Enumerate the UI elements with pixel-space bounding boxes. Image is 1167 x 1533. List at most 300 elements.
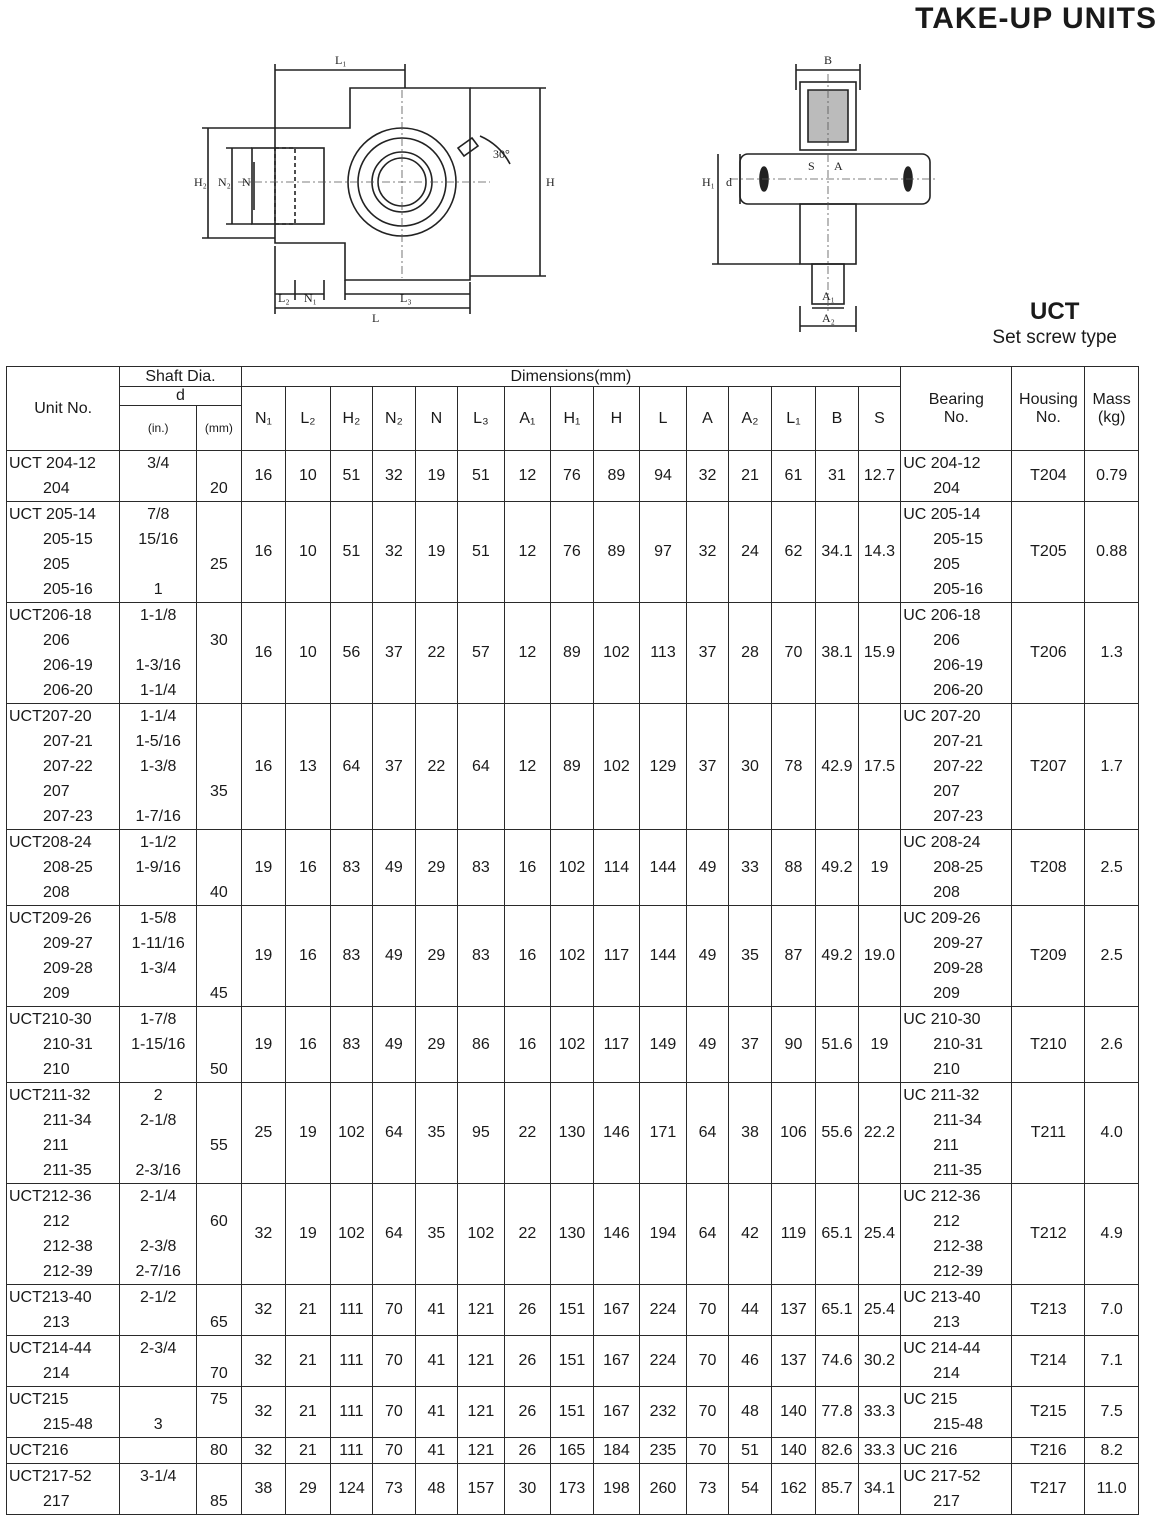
dimension-cell: 30 (504, 1464, 551, 1515)
shaft-in-cell (120, 1438, 197, 1464)
table-row (7, 451, 1139, 502)
shaft-in-cell-line: 2 (153, 1087, 163, 1104)
dimension-cell: 12 (504, 502, 551, 603)
dim-col-L: L (640, 387, 687, 451)
dimension-cell: 64 (330, 704, 372, 830)
unit-no-cell-line: UCT207-20 (9, 708, 92, 725)
mass-cell: 1.3 (1085, 603, 1139, 704)
label-N2: N₂ (218, 175, 231, 189)
shaft-in-cell-line: 2-1/4 (139, 1188, 177, 1205)
dimension-cell: 121 (458, 1438, 505, 1464)
shaft-in-cell-line (120, 476, 196, 501)
dimension-cell: 73 (373, 1464, 415, 1515)
dimension-cell: 144 (640, 830, 687, 906)
dimension-cell: 35 (729, 906, 771, 1007)
bearing-no-cell (901, 451, 1012, 502)
label-N: N (242, 175, 251, 189)
bearing-no-cell-line: 205-16 (933, 581, 984, 598)
dimension-cell: 97 (640, 502, 687, 603)
shaft-in-cell-line: 1-15/16 (131, 1036, 186, 1053)
bearing-no-cell (901, 830, 1012, 906)
shaft-mm-cell-line (197, 1184, 241, 1209)
housing-no-cell: T211 (1012, 1083, 1085, 1184)
shaft-in-cell (120, 906, 197, 1007)
shaft-mm-cell (197, 1285, 242, 1336)
bearing-no-cell-line: 212 (933, 1213, 960, 1230)
dimension-cell: 37 (729, 1007, 771, 1083)
dimension-cell: 38 (729, 1083, 771, 1184)
dimension-cell: 21 (286, 1387, 331, 1438)
label-S: S (808, 159, 815, 173)
bearing-no-cell-line: 214 (933, 1365, 960, 1382)
label-L: L (372, 311, 380, 325)
unit-no-cell-line: 205 (43, 556, 70, 573)
dimension-cell: 30 (729, 704, 771, 830)
bearing-no-cell-line: UC 216 (903, 1442, 958, 1459)
mass-cell: 7.1 (1085, 1336, 1139, 1387)
unit-no-cell-line: 211-35 (43, 1162, 92, 1179)
unit-no-cell-line: UCT208-24 (9, 834, 92, 851)
dimension-cell: 32 (686, 502, 728, 603)
dimension-cell: 151 (551, 1336, 593, 1387)
dimension-cell: 70 (686, 1438, 728, 1464)
unit-no-cell-line: UCT 205-14 (9, 506, 96, 523)
shaft-mm-cell-line (197, 804, 241, 829)
unit-no-cell (7, 830, 120, 906)
unit-no-cell (7, 1464, 120, 1515)
dimension-cell: 16 (286, 906, 331, 1007)
dimension-cell: 19 (415, 502, 457, 603)
housing-no-cell: T204 (1012, 451, 1085, 502)
shaft-in-cell-line: 15/16 (138, 531, 179, 548)
dimension-cell: 86 (458, 1007, 505, 1083)
dim-col-A: A (686, 387, 728, 451)
shaft-mm-cell (197, 1007, 242, 1083)
shaft-mm-cell-line (197, 1007, 241, 1032)
shaft-in-cell-line: 7/8 (147, 506, 170, 523)
shaft-mm-cell-line (197, 1412, 241, 1437)
bearing-no-cell (901, 1007, 1012, 1083)
dimension-cell: 32 (373, 451, 415, 502)
dimension-cell: 83 (330, 830, 372, 906)
shaft-mm-cell-line: 25 (210, 556, 228, 573)
bearing-no-cell-line: UC 206-18 (903, 607, 981, 624)
label-H: H (546, 175, 555, 189)
mass-cell: 11.0 (1085, 1464, 1139, 1515)
shaft-in-cell (120, 1387, 197, 1438)
shaft-in-cell-line: 1-11/16 (131, 935, 185, 952)
dim-col-N1: N₁ (241, 387, 286, 451)
dimension-cell: 70 (686, 1285, 728, 1336)
shaft-in-cell-line: 1-9/16 (135, 859, 181, 876)
mass-cell: 4.9 (1085, 1184, 1139, 1285)
dimension-cell: 14.3 (858, 502, 901, 603)
shaft-in-cell-line: 2-3/8 (139, 1238, 177, 1255)
dimension-cell: 10 (286, 451, 331, 502)
unit-no-cell-line: UCT211-32 (9, 1087, 91, 1104)
table-row (7, 830, 1139, 906)
dimension-cell: 102 (551, 1007, 593, 1083)
dimension-cell: 25.4 (858, 1285, 901, 1336)
bearing-no-cell-line: 204 (933, 480, 960, 497)
dimension-cell: 30.2 (858, 1336, 901, 1387)
dimension-cell: 26 (504, 1336, 551, 1387)
dimension-cell: 102 (330, 1083, 372, 1184)
mass-cell: 4.0 (1085, 1083, 1139, 1184)
dimension-cell: 89 (551, 603, 593, 704)
shaft-mm-cell-line (197, 527, 241, 552)
shaft-in-cell-line: 1-1/4 (139, 682, 177, 699)
dimension-cell: 42 (729, 1184, 771, 1285)
dimension-cell: 83 (330, 906, 372, 1007)
shaft-mm-cell-line: 35 (210, 783, 228, 800)
dimension-cell: 113 (640, 603, 687, 704)
housing-no-cell: T217 (1012, 1464, 1085, 1515)
table-row (7, 1336, 1139, 1387)
shaft-mm-cell (197, 502, 242, 603)
unit-no-cell-line: 206-19 (43, 657, 93, 674)
dimension-cell: 76 (551, 502, 593, 603)
bearing-no-cell-line: 209-27 (933, 935, 984, 952)
dimension-cell: 89 (593, 451, 640, 502)
dimension-cell: 16 (504, 830, 551, 906)
dimension-cell: 119 (771, 1184, 816, 1285)
shaft-in-cell-line (120, 1387, 196, 1412)
bearing-no-cell-line: UC 207-20 (903, 708, 981, 725)
shaft-in-cell-line: 2-7/16 (135, 1263, 181, 1280)
dimension-cell: 42.9 (816, 704, 858, 830)
dimension-cell: 64 (373, 1083, 415, 1184)
unit-no-cell (7, 451, 120, 502)
bearing-no-cell-line: 205 (933, 556, 960, 573)
shaft-in-cell (120, 1083, 197, 1184)
page-title: TAKE-UP UNITS (915, 2, 1157, 35)
dimension-cell: 49 (373, 830, 415, 906)
unit-no-cell (7, 1184, 120, 1285)
shaft-mm-cell-line (197, 704, 241, 729)
dimension-cell: 83 (330, 1007, 372, 1083)
dimension-cell: 235 (640, 1438, 687, 1464)
slot-boss (252, 148, 324, 224)
unit-no-cell-line: UCT206-18 (9, 607, 92, 624)
shaft-mm-cell-line: 85 (210, 1493, 228, 1510)
dimension-cell: 124 (330, 1464, 372, 1515)
dimension-cell: 129 (640, 704, 687, 830)
shaft-mm-cell-line: 70 (210, 1365, 228, 1382)
unit-no-cell-line: 208 (43, 884, 70, 901)
shaft-mm-cell-line (197, 1464, 241, 1489)
bearing-no-cell (901, 603, 1012, 704)
unit-no-cell-line: 206 (43, 632, 70, 649)
table-row (7, 1387, 1139, 1438)
dim-col-A1: A₁ (504, 387, 551, 451)
dimension-cell: 102 (593, 704, 640, 830)
unit-no-cell-line: 217 (43, 1493, 70, 1510)
dimension-cell: 167 (593, 1387, 640, 1438)
dimension-cell: 149 (640, 1007, 687, 1083)
unit-no-cell-line: 209 (43, 985, 70, 1002)
dimension-cell: 41 (415, 1336, 457, 1387)
dimension-cell: 12 (504, 704, 551, 830)
dimension-cell: 65.1 (816, 1285, 858, 1336)
unit-no-cell-line: 207-22 (43, 758, 93, 775)
dimension-cell: 111 (330, 1438, 372, 1464)
table-row (7, 603, 1139, 704)
bearing-no-cell-line: UC 214-44 (903, 1340, 981, 1357)
dimension-cell: 144 (640, 906, 687, 1007)
shaft-mm-cell-line: 40 (210, 884, 228, 901)
dimension-cell: 51 (729, 1438, 771, 1464)
shaft-mm-cell-line (197, 754, 241, 779)
housing-no-cell: T208 (1012, 830, 1085, 906)
header-mm: (mm) (197, 406, 242, 451)
dimension-cell: 34.1 (816, 502, 858, 603)
dimension-cell: 10 (286, 603, 331, 704)
dimension-cell: 70 (373, 1336, 415, 1387)
unit-no-cell (7, 906, 120, 1007)
dimension-cell: 32 (241, 1336, 286, 1387)
dimension-cell: 83 (458, 830, 505, 906)
dimension-cell: 198 (593, 1464, 640, 1515)
dimension-cell: 29 (415, 906, 457, 1007)
shaft-mm-cell (197, 451, 242, 502)
dimension-cell: 32 (241, 1438, 286, 1464)
mass-cell: 2.5 (1085, 830, 1139, 906)
shaft-mm-cell-line (197, 931, 241, 956)
housing-no-cell: T215 (1012, 1387, 1085, 1438)
unit-no-cell-line: 204 (43, 480, 70, 497)
shaft-mm-cell (197, 1387, 242, 1438)
dim-col-H: H (593, 387, 640, 451)
unit-no-cell (7, 502, 120, 603)
table-row (7, 906, 1139, 1007)
unit-no-cell-line: 215-48 (43, 1416, 93, 1433)
bearing-no-cell (901, 1285, 1012, 1336)
header-d: d (120, 387, 241, 406)
housing-no-cell: T216 (1012, 1438, 1085, 1464)
bearing-no-cell-line: 212-39 (933, 1263, 984, 1280)
dimension-cell: 15.9 (858, 603, 901, 704)
dimension-cell: 146 (593, 1083, 640, 1184)
dimension-cell: 55.6 (816, 1083, 858, 1184)
unit-no-cell-line: 211-34 (43, 1112, 92, 1129)
shaft-mm-cell-line (197, 1158, 241, 1183)
dimension-cell: 70 (686, 1336, 728, 1387)
dimension-cell: 49 (686, 1007, 728, 1083)
dimension-cell: 32 (241, 1184, 286, 1285)
dimension-cell: 87 (771, 906, 816, 1007)
unit-no-cell (7, 1336, 120, 1387)
bearing-no-cell (901, 704, 1012, 830)
shaft-mm-cell-line (197, 906, 241, 931)
dimension-cell: 38 (241, 1464, 286, 1515)
dimension-cell: 48 (729, 1387, 771, 1438)
bearing-no-cell-line: 217 (933, 1493, 960, 1510)
dimension-cell: 28 (729, 603, 771, 704)
shaft-in-cell-line (120, 981, 196, 1006)
dimension-cell: 19 (858, 1007, 901, 1083)
dimension-cell: 70 (771, 603, 816, 704)
shaft-mm-cell (197, 906, 242, 1007)
bearing-no-cell-line: 209-28 (933, 960, 984, 977)
shaft-in-cell-line (120, 1438, 196, 1463)
unit-no-cell (7, 1083, 120, 1184)
dimension-cell: 102 (330, 1184, 372, 1285)
shaft-mm-cell-line: 65 (210, 1314, 228, 1331)
dimension-cell: 64 (458, 704, 505, 830)
bearing-no-cell-line: 207 (933, 783, 960, 800)
shaft-mm-cell-line (197, 956, 241, 981)
shaft-mm-cell-line (197, 855, 241, 880)
shaft-in-cell-line: 1 (153, 581, 163, 598)
dimension-cell: 26 (504, 1285, 551, 1336)
table-body (7, 451, 1139, 1515)
dimension-cell: 41 (415, 1438, 457, 1464)
unit-no-cell-line: 209-27 (43, 935, 93, 952)
dimension-cell: 49 (373, 906, 415, 1007)
shaft-in-cell-line: 3/4 (147, 455, 170, 472)
housing-no-cell: T210 (1012, 1007, 1085, 1083)
dimension-cell: 32 (241, 1285, 286, 1336)
dimension-cell: 24 (729, 502, 771, 603)
housing-no-cell: T213 (1012, 1285, 1085, 1336)
dimension-cell: 151 (551, 1285, 593, 1336)
shaft-in-cell-line: 1-1/4 (139, 708, 177, 725)
dimension-cell: 41 (415, 1387, 457, 1438)
header-unit-no: Unit No. (7, 367, 120, 451)
shaft-in-cell-line: 1-5/16 (135, 733, 181, 750)
shaft-in-cell-line (120, 779, 196, 804)
shaft-mm-cell-line (197, 1336, 241, 1361)
dimension-cell: 102 (458, 1184, 505, 1285)
shaft-mm-cell (197, 1083, 242, 1184)
label-B: B (824, 53, 833, 67)
dimension-cell: 25 (241, 1083, 286, 1184)
dimension-cell: 64 (686, 1083, 728, 1184)
table-row (7, 1083, 1139, 1184)
shaft-mm-cell (197, 1438, 242, 1464)
dimension-cell: 130 (551, 1083, 593, 1184)
bearing-no-cell-line: UC 209-26 (903, 910, 981, 927)
dimension-cell: 121 (458, 1387, 505, 1438)
unit-no-cell-line: UCT210-30 (9, 1011, 92, 1028)
dimension-cell: 78 (771, 704, 816, 830)
dimension-cell: 22 (504, 1083, 551, 1184)
mass-cell: 0.88 (1085, 502, 1139, 603)
dimension-cell: 56 (330, 603, 372, 704)
dimension-cell: 10 (286, 502, 331, 603)
dimension-cell: 19 (241, 830, 286, 906)
shaft-in-cell-line: 3 (153, 1416, 163, 1433)
bearing-no-cell-line: UC 211-32 (903, 1087, 980, 1104)
dimension-cell: 38.1 (816, 603, 858, 704)
shaft-mm-cell-line: 80 (210, 1442, 228, 1459)
dimension-cell: 19.0 (858, 906, 901, 1007)
shaft-in-cell-line: 1-7/16 (135, 808, 181, 825)
bearing-no-cell-line: 206-20 (933, 682, 984, 699)
dimension-cell: 111 (330, 1387, 372, 1438)
dimension-cell: 49 (373, 1007, 415, 1083)
shaft-mm-cell-line (197, 603, 241, 628)
shaft-mm-cell-line (197, 1108, 241, 1133)
shaft-mm-cell (197, 1336, 242, 1387)
unit-no-cell-line: UCT209-26 (9, 910, 92, 927)
specification-table (6, 366, 1139, 1515)
dimension-cell: 76 (551, 451, 593, 502)
dimension-cell: 12 (504, 451, 551, 502)
dimension-cell: 32 (373, 502, 415, 603)
dimension-cell: 19 (241, 906, 286, 1007)
header-in: (in.) (120, 406, 197, 451)
shaft-in-cell-line (120, 880, 196, 905)
dimension-cell: 34.1 (858, 1464, 901, 1515)
mass-cell: 8.2 (1085, 1438, 1139, 1464)
dimension-cell: 88 (771, 830, 816, 906)
unit-no-cell (7, 1007, 120, 1083)
dimension-cell: 49 (686, 906, 728, 1007)
unit-no-cell-line: 205-15 (43, 531, 93, 548)
dimension-cell: 41 (415, 1285, 457, 1336)
mass-cell: 2.5 (1085, 906, 1139, 1007)
shaft-mm-cell-line: 20 (210, 480, 228, 497)
shaft-in-cell-line (120, 1310, 196, 1335)
grease-nipple (458, 138, 478, 156)
unit-no-cell-line: 212-39 (43, 1263, 93, 1280)
dimension-cell: 32 (686, 451, 728, 502)
bearing-no-cell (901, 1387, 1012, 1438)
shaft-mm-cell-line (197, 1032, 241, 1057)
dim-col-A2: A₂ (729, 387, 771, 451)
shaft-in-cell-line: 2-1/8 (139, 1112, 177, 1129)
dimension-cell: 130 (551, 1184, 593, 1285)
dimension-cell: 12 (504, 603, 551, 704)
shaft-mm-cell-line (197, 451, 241, 476)
label-N1: N₁ (304, 291, 317, 305)
bearing-no-cell-line: 208-25 (933, 859, 984, 876)
shaft-mm-cell-line (197, 1234, 241, 1259)
dimension-cell: 17.5 (858, 704, 901, 830)
dimension-cell: 95 (458, 1083, 505, 1184)
shaft-in-cell-line (120, 552, 196, 577)
shaft-in-cell-line: 3-1/4 (139, 1468, 177, 1485)
bearing-no-cell-line: 210-31 (933, 1036, 984, 1053)
housing-no-cell: T207 (1012, 704, 1085, 830)
shaft-mm-cell-line: 75 (210, 1391, 228, 1408)
unit-no-cell-line: 210-31 (43, 1036, 93, 1053)
shaft-mm-cell-line (197, 577, 241, 602)
dimension-cell: 184 (593, 1438, 640, 1464)
dimension-cell: 171 (640, 1083, 687, 1184)
dimension-cell: 21 (286, 1438, 331, 1464)
dimension-cell: 85.7 (816, 1464, 858, 1515)
bearing-no-cell-line: UC 212-36 (903, 1188, 981, 1205)
shaft-mm-cell (197, 603, 242, 704)
dimension-cell: 51 (458, 451, 505, 502)
shaft-in-cell-line (120, 1057, 196, 1082)
shaft-mm-cell-line (197, 653, 241, 678)
shaft-in-cell (120, 830, 197, 906)
bearing-no-cell-line: 206-19 (933, 657, 984, 674)
table-row (7, 1438, 1139, 1464)
dimension-cell: 151 (551, 1387, 593, 1438)
dimension-cell: 49.2 (816, 830, 858, 906)
unit-no-cell-line: 212 (43, 1213, 70, 1230)
shaft-mm-cell-line (197, 729, 241, 754)
shaft-mm-cell-line (197, 1259, 241, 1284)
dimension-cell: 62 (771, 502, 816, 603)
dimension-cell: 31 (816, 451, 858, 502)
shaft-in-cell-line: 2-3/16 (135, 1162, 181, 1179)
